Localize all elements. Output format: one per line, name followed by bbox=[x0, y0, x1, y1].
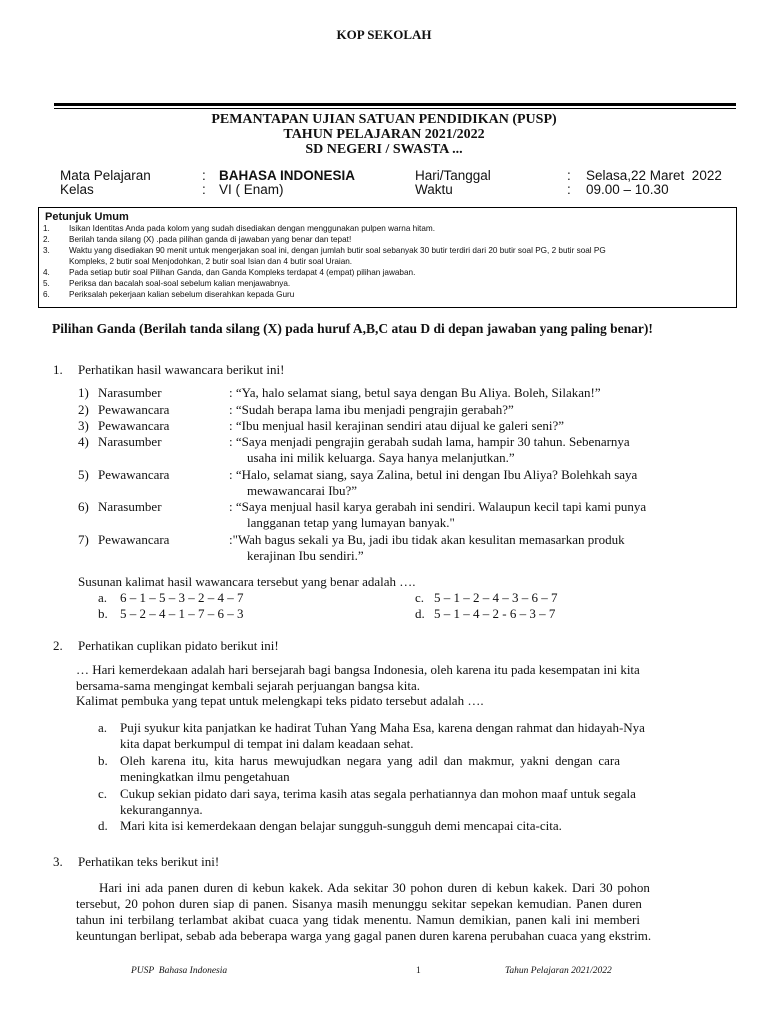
option-label-a[interactable]: a. bbox=[98, 590, 108, 605]
time-value: 09.00 – 10.30 bbox=[586, 182, 669, 197]
option-text-d[interactable]: 5 – 1 – 4 – 2 - 6 – 3 – 7 bbox=[434, 606, 556, 621]
subject-value: BAHASA INDONESIA bbox=[219, 168, 356, 183]
instruction-number: 6. bbox=[43, 290, 50, 299]
question-number: 2. bbox=[53, 638, 63, 653]
footer-left: PUSP Bahasa Indonesia bbox=[131, 966, 228, 976]
dialog-speaker: Pewawancara bbox=[98, 418, 170, 433]
dialog-utterance: : “Sudah berapa lama ibu menjadi pengrajin gerabah?” bbox=[229, 402, 514, 417]
passage-line: Hari ini ada panen duren di kebun kakek. Ada sekitar 30 pohon duren di kebun kakek. Dari 30 pohon bbox=[99, 880, 650, 895]
option-text-a[interactable]: 6 – 1 – 5 – 3 – 2 – 4 – 7 bbox=[120, 590, 244, 605]
question-text: Perhatikan hasil wawancara berikut ini! bbox=[78, 362, 285, 377]
option-label-d[interactable]: d. bbox=[415, 606, 425, 621]
dialog-utterance: : “Ya, halo selamat siang, betul saya dengan Bu Aliya. Boleh, Silakan!” bbox=[229, 385, 601, 400]
instruction-number: 2. bbox=[43, 235, 50, 244]
instruction-text: Isikan Identitas Anda pada kolom yang sudah disediakan dengan menggunakan pulpen warna hitam. bbox=[69, 224, 435, 233]
instruction-text: Kompleks, 2 butir soal Menjodohkan, 2 butir soal Isian dan 4 butir soal Uraian. bbox=[69, 257, 353, 266]
class-value: VI ( Enam) bbox=[219, 182, 284, 197]
footer-right: Tahun Pelajaran 2021/2022 bbox=[505, 966, 612, 976]
passage-line: tersebut, 20 pohon duren siap di panen. Sisanya masih menunggu sekitar sepekan kemudian. Panen duren bbox=[76, 896, 642, 911]
option-label-d[interactable]: d. bbox=[98, 818, 108, 833]
speech-passage-line: bersama-sama mengingat kembali sejarah perjuangan bangsa kita. bbox=[76, 678, 421, 693]
day-date-value: Selasa,22 Maret 2022 bbox=[586, 168, 722, 183]
dialog-utterance-continued: usaha ini milik keluarga. Saya hanya melanjutkan.” bbox=[247, 450, 515, 465]
dialog-number: 2) bbox=[78, 402, 89, 417]
option-text-c[interactable]: Cukup sekian pidato dari saya, terima kasih atas segala perhatiannya dan mohon maaf untuk segala bbox=[120, 786, 636, 801]
option-text-c[interactable]: 5 – 1 – 2 – 4 – 3 – 6 – 7 bbox=[434, 590, 558, 605]
dialog-speaker: Narasumber bbox=[98, 434, 162, 449]
dialog-number: 3) bbox=[78, 418, 89, 433]
day-date-label: Hari/Tanggal bbox=[415, 168, 491, 183]
header-rule-thin bbox=[54, 108, 736, 109]
dialog-utterance: : “Saya menjadi pengrajin gerabah sudah lama, hampir 30 tahun. Sebenarnya bbox=[229, 434, 630, 449]
dialog-speaker: Narasumber bbox=[98, 499, 162, 514]
dialog-number: 5) bbox=[78, 467, 89, 482]
option-text-a-continued[interactable]: kita dapat berkumpul di tempat ini dalam keadaan sehat. bbox=[120, 736, 414, 751]
question-text: Perhatikan cuplikan pidato berikut ini! bbox=[78, 638, 279, 653]
instruction-text: Periksa dan bacalah soal-soal sebelum kalian menjawabnya. bbox=[69, 279, 291, 288]
instruction-number: 5. bbox=[43, 279, 50, 288]
subject-label: Mata Pelajaran bbox=[60, 168, 151, 183]
dialog-utterance: : “Saya menjual hasil karya gerabah ini sendiri. Walaupun kecil tapi kami punya bbox=[229, 499, 647, 514]
letterhead-label: KOP SEKOLAH bbox=[336, 27, 432, 42]
subject-colon: : bbox=[202, 168, 206, 183]
instruction-text: Periksalah pekerjaan kalian sebelum diserahkan kepada Guru bbox=[69, 290, 295, 299]
dialog-utterance-continued: mewawancarai Ibu?” bbox=[247, 483, 358, 498]
option-text-d[interactable]: Mari kita isi kemerdekaan dengan belajar sungguh-sungguh demi mencapai cita-cita. bbox=[120, 818, 562, 833]
instruction-number: 1. bbox=[43, 224, 50, 233]
dialog-utterance-continued: kerajinan Ibu sendiri.” bbox=[247, 548, 364, 563]
option-label-c[interactable]: c. bbox=[415, 590, 425, 605]
time-label: Waktu bbox=[415, 182, 453, 197]
passage-line: keuntungan berlipat, sebab ada beberapa warga yang gagal panen duren karena perubahan cuaca yang ekstrim. bbox=[76, 928, 652, 943]
day-date-colon: : bbox=[567, 168, 571, 183]
header-rule-thick bbox=[54, 103, 736, 106]
dialog-number: 1) bbox=[78, 385, 89, 400]
exam-title: PEMANTAPAN UJIAN SATUAN PENDIDIKAN (PUSP) bbox=[211, 112, 557, 127]
school-name-title: SD NEGERI / SWASTA ... bbox=[305, 142, 463, 157]
school-year-title: TAHUN PELAJARAN 2021/2022 bbox=[283, 127, 485, 142]
question-prompt: Susunan kalimat hasil wawancara tersebut yang benar adalah …. bbox=[78, 574, 416, 589]
option-text-b[interactable]: 5 – 2 – 4 – 1 – 7 – 6 – 3 bbox=[120, 606, 244, 621]
instruction-number: 4. bbox=[43, 268, 50, 277]
option-label-c[interactable]: c. bbox=[98, 786, 108, 801]
option-text-b[interactable]: Oleh karena itu, kita harus mewujudkan negara yang adil dan makmur, yakni dengan cara bbox=[120, 753, 621, 768]
option-label-a[interactable]: a. bbox=[98, 720, 108, 735]
class-label: Kelas bbox=[60, 182, 94, 197]
page-number: 1 bbox=[416, 966, 421, 976]
speech-passage-line: … Hari kemerdekaan adalah hari bersejarah bagi bangsa Indonesia, oleh karena itu pada kesempatan ini kita bbox=[76, 662, 640, 677]
option-label-b[interactable]: b. bbox=[98, 753, 108, 768]
class-colon: : bbox=[202, 182, 206, 197]
question-number: 3. bbox=[53, 854, 63, 869]
instructions-box bbox=[38, 207, 737, 308]
question-prompt: Kalimat pembuka yang tepat untuk melengkapi teks pidato tersebut adalah …. bbox=[76, 693, 484, 708]
section-heading: Pilihan Ganda (Berilah tanda silang (X) pada huruf A,B,C atau D di depan jawaban yang paling benar)! bbox=[52, 321, 653, 336]
dialog-speaker: Pewawancara bbox=[98, 467, 170, 482]
option-text-c-continued[interactable]: kekurangannya. bbox=[120, 802, 203, 817]
passage-line: tahun ini terbilang terlambat akibat cuaca yang tidak menentu. Namun demikian, panen kali ini memberi bbox=[76, 912, 640, 927]
question-text: Perhatikan teks berikut ini! bbox=[78, 854, 220, 869]
time-colon: : bbox=[567, 182, 571, 197]
instruction-text: Waktu yang disediakan 90 menit untuk mengerjakan soal ini, dengan jumlah butir soal sebanyak 30 butir terdiri dari 20 butir soal PG, 2 butir soal PG bbox=[69, 246, 606, 255]
question-number: 1. bbox=[53, 362, 63, 377]
dialog-utterance: :"Wah bagus sekali ya Bu, jadi ibu tidak akan kesulitan memasarkan produk bbox=[229, 532, 625, 547]
option-text-a[interactable]: Puji syukur kita panjatkan ke hadirat Tuhan Yang Maha Esa, karena dengan rahmat dan hidayah-Nya bbox=[120, 720, 645, 735]
instruction-number: 3. bbox=[43, 246, 50, 255]
dialog-speaker: Pewawancara bbox=[98, 402, 170, 417]
instruction-text: Pada setiap butir soal Pilihan Ganda, dan Ganda Kompleks terdapat 4 (empat) pilihan jawaban. bbox=[69, 268, 416, 277]
instructions-title: Petunjuk Umum bbox=[45, 211, 129, 223]
dialog-number: 4) bbox=[78, 434, 89, 449]
instruction-text: Berilah tanda silang (X) .pada pilihan ganda di jawaban yang benar dan tepat! bbox=[69, 235, 352, 244]
dialog-number: 6) bbox=[78, 499, 89, 514]
option-label-b[interactable]: b. bbox=[98, 606, 108, 621]
option-text-b-continued[interactable]: meningkatkan ilmu pengetahuan bbox=[120, 769, 290, 784]
dialog-utterance: : “Halo, selamat siang, saya Zalina, betul ini dengan Ibu Aliya? Bolehkah saya bbox=[229, 467, 638, 482]
dialog-number: 7) bbox=[78, 532, 89, 547]
dialog-utterance: : “Ibu menjual hasil kerajinan sendiri atau dijual ke galeri seni?” bbox=[229, 418, 564, 433]
dialog-speaker: Narasumber bbox=[98, 385, 162, 400]
dialog-speaker: Pewawancara bbox=[98, 532, 170, 547]
dialog-utterance-continued: langganan tetap yang lumayan banyak." bbox=[247, 515, 455, 530]
